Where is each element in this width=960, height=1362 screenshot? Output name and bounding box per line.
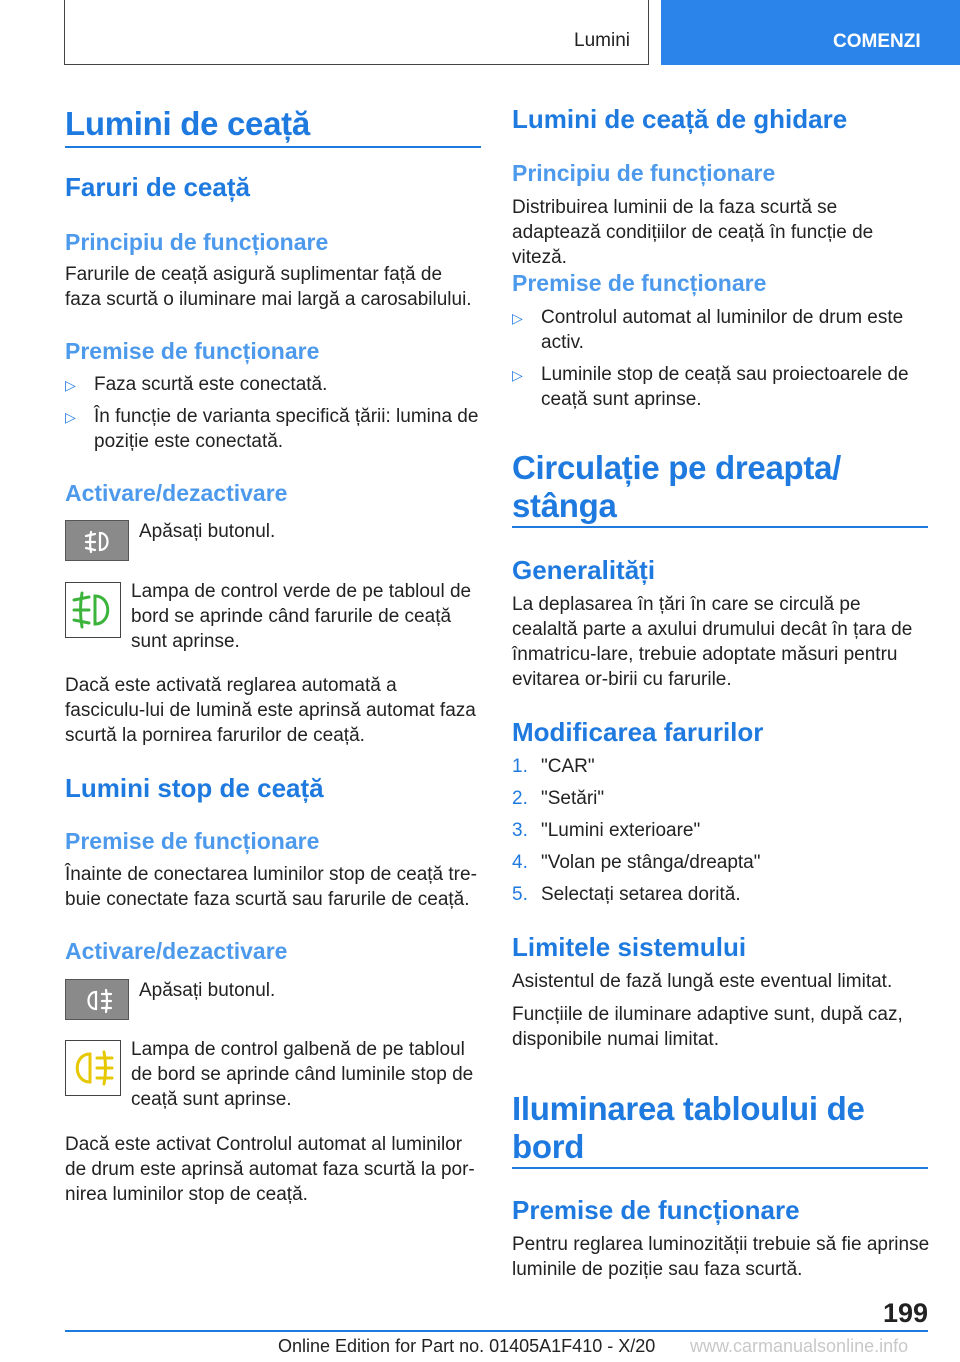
list-item: ▷ Luminile stop de ceață sau proiectoarele de ceață sunt aprinse.	[512, 364, 909, 410]
footer-edition: Online Edition for Part no. 01405A1F410 - X/20	[278, 1336, 656, 1356]
triangle-bullet-icon: ▷	[65, 409, 76, 425]
page-title-fog-lights: Lumini de ceață	[65, 105, 310, 142]
heading-general: Generalități	[512, 555, 656, 585]
rear-fog-lamp-yellow-icon	[65, 1040, 121, 1096]
title-rule	[65, 146, 481, 148]
heading-activate: Activare/dezactivare	[65, 480, 288, 506]
traffic-title-rule	[512, 526, 928, 528]
list-item: ▷ În funcție de varianta specifică țării: lumina de poziție este conectată.	[65, 406, 479, 452]
rear-press-button-text: Apăsați butonul.	[139, 980, 276, 1001]
limits-text-2: Funcțiile de iluminare adaptive sunt, după caz, disponibile numai limitat.	[512, 1004, 903, 1050]
heading-modify-headlights: Modificarea farurilor	[512, 717, 764, 747]
rear-premise-text: Înainte de conectarea luminilor stop de ceață tre-buie conectate faza scurtă sau farurile de ceață.	[65, 864, 477, 910]
guide-principle-text: Distribuirea luminii de la faza scurtă se adaptează condițiilor de ceață în funcție de viteză.	[512, 197, 874, 268]
heading-premise: Premise de funcționare	[65, 338, 320, 364]
watermark: www.carmanualsonline.info	[690, 1336, 909, 1356]
auto-description: Dacă este activată reglarea automată a fasciculu-lui de lumină este aprinsă automat faza scurtă la pornirea farurilor de ceață.	[65, 675, 476, 746]
title-traffic-side: Circulație pe dreapta/ stânga	[512, 449, 842, 524]
title-dashboard-lighting: Iluminarea tabloului de bord	[512, 1090, 865, 1165]
list-item: ▷ Faza scurtă este conectată.	[65, 372, 481, 397]
triangle-bullet-icon: ▷	[512, 310, 523, 326]
header-chapter-label: COMENZI	[833, 31, 921, 52]
list-item: 4. "Volan pe stânga/dreapta"	[512, 852, 761, 873]
general-text: La deplasarea în țări în care se circulă pe cealaltă parte a axului drumului decât în țara de înmatricu-lare, trebuie adoptate măsuri pentru evitarea or-birii cu farurile.	[512, 594, 913, 690]
header-section-box	[64, 0, 649, 65]
list-item: 3. "Lumini exterioare"	[512, 820, 701, 841]
footer-rule	[65, 1330, 928, 1332]
front-fog-button-icon	[65, 520, 129, 561]
rear-lamp-description: Lampa de control galbenă de pe tabloul de bord se aprinde când luminile stop de ceață sunt aprinse.	[131, 1039, 474, 1110]
heading-guide-premise: Premise de funcționare	[512, 270, 767, 296]
heading-dash-premise: Premise de funcționare	[512, 1195, 800, 1225]
heading-system-limits: Limitele sistemului	[512, 932, 747, 962]
header-section-title: Lumini	[574, 30, 630, 51]
dashboard-title-rule	[512, 1167, 928, 1169]
list-item: ▷ Controlul automat al luminilor de drum este activ.	[512, 307, 904, 353]
heading-principle: Principiu de funcționare	[65, 229, 329, 255]
heading-guide-fog: Lumini de ceață de ghidare	[512, 104, 848, 134]
list-item: 5. Selectați setarea dorită.	[512, 884, 741, 905]
heading-guide-principle: Principiu de funcționare	[512, 160, 776, 186]
heading-rear-fog: Lumini stop de ceață	[65, 773, 324, 803]
rear-fog-button-icon	[65, 979, 129, 1020]
lamp-description: Lampa de control verde de pe tabloul de bord se aprinde când farurile de ceață sunt aprinse.	[131, 581, 472, 652]
header-chapter-tab	[661, 0, 960, 65]
dash-premise-text: Pentru reglarea luminozității trebuie să fie aprinse luminile de poziție sau faza scurtă.	[512, 1234, 930, 1280]
triangle-bullet-icon: ▷	[65, 377, 76, 393]
heading-rear-activate: Activare/dezactivare	[65, 938, 288, 964]
heading-rear-premise: Premise de funcționare	[65, 828, 320, 854]
list-item: 2. "Setări"	[512, 788, 605, 809]
limits-text-1: Asistentul de fază lungă este eventual limitat.	[512, 971, 893, 992]
press-button-text: Apăsați butonul.	[139, 521, 276, 542]
list-item: 1. "CAR"	[512, 756, 595, 777]
heading-front-fog: Faruri de ceață	[65, 172, 250, 202]
triangle-bullet-icon: ▷	[512, 367, 523, 383]
rear-auto-description: Dacă este activat Controlul automat al luminilor de drum este aprinsă automat faza scurtă la por-nirea luminilor stop de ceață.	[65, 1134, 475, 1205]
front-fog-lamp-green-icon	[65, 582, 121, 638]
page-number: 199	[882, 1298, 928, 1328]
principle-text: Farurile de ceață asigură suplimentar față de faza scurtă o iluminare mai largă a carosabilului.	[65, 264, 472, 310]
